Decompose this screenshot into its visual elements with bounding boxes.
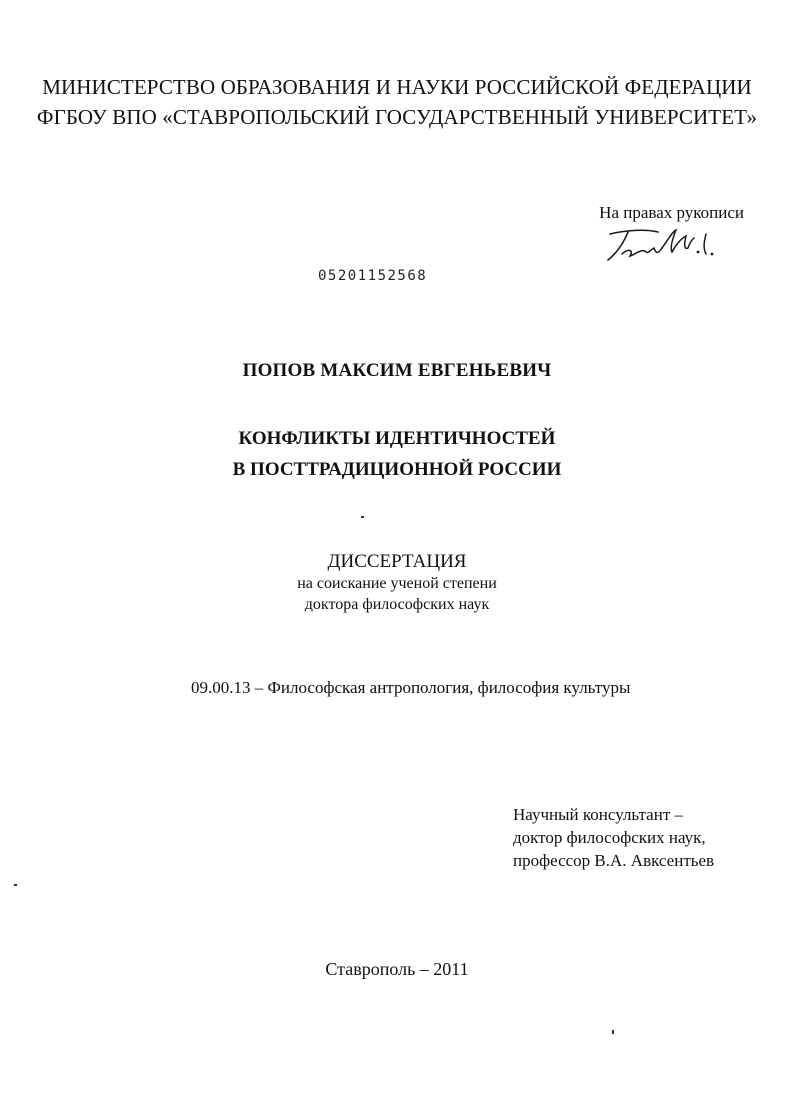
scientific-advisor xyxy=(513,803,714,872)
author-signature xyxy=(606,224,726,266)
advisor-line-2: доктор философских наук, xyxy=(513,828,706,847)
manuscript-rights-note: На правах рукописи xyxy=(599,203,744,222)
scan-speck xyxy=(612,1030,614,1034)
place-and-year: Ставрополь – 2011 xyxy=(325,959,469,979)
scan-speck xyxy=(14,884,17,886)
advisor-line-3: профессор В.А. Авксентьев xyxy=(513,851,715,870)
author-name: ПОПОВ МАКСИМ ЕВГЕНЬЕВИЧ xyxy=(242,360,552,381)
ministry-name: МИНИСТЕРСТВО ОБРАЗОВАНИЯ И НАУКИ РОССИЙСКОЙ ФЕДЕРАЦИИ xyxy=(42,75,752,99)
document-type-block xyxy=(0,551,794,615)
university-name: ФГБОУ ВПО «СТАВРОПОЛЬСКИЙ ГОСУДАРСТВЕННЫЙ УНИВЕРСИТЕТ» xyxy=(36,105,758,129)
ministry-header xyxy=(0,72,794,132)
specialty-code: 09.00.13 – Философская антропология, философия культуры xyxy=(191,678,631,697)
degree-line-1: на соискание ученой степени xyxy=(297,575,497,592)
degree-line-2: доктора философских наук xyxy=(304,596,490,613)
scan-speck xyxy=(361,516,364,518)
dissertation-title xyxy=(0,423,794,485)
registry-number: 05201152568 xyxy=(318,268,428,284)
title-line-2: В ПОСТТРАДИЦИОННОЙ РОССИИ xyxy=(232,459,562,480)
title-line-1: КОНФЛИКТЫ ИДЕНТИЧНОСТЕЙ xyxy=(238,428,556,449)
advisor-line-1: Научный консультант – xyxy=(513,805,683,824)
document-type: ДИССЕРТАЦИЯ xyxy=(327,551,467,572)
